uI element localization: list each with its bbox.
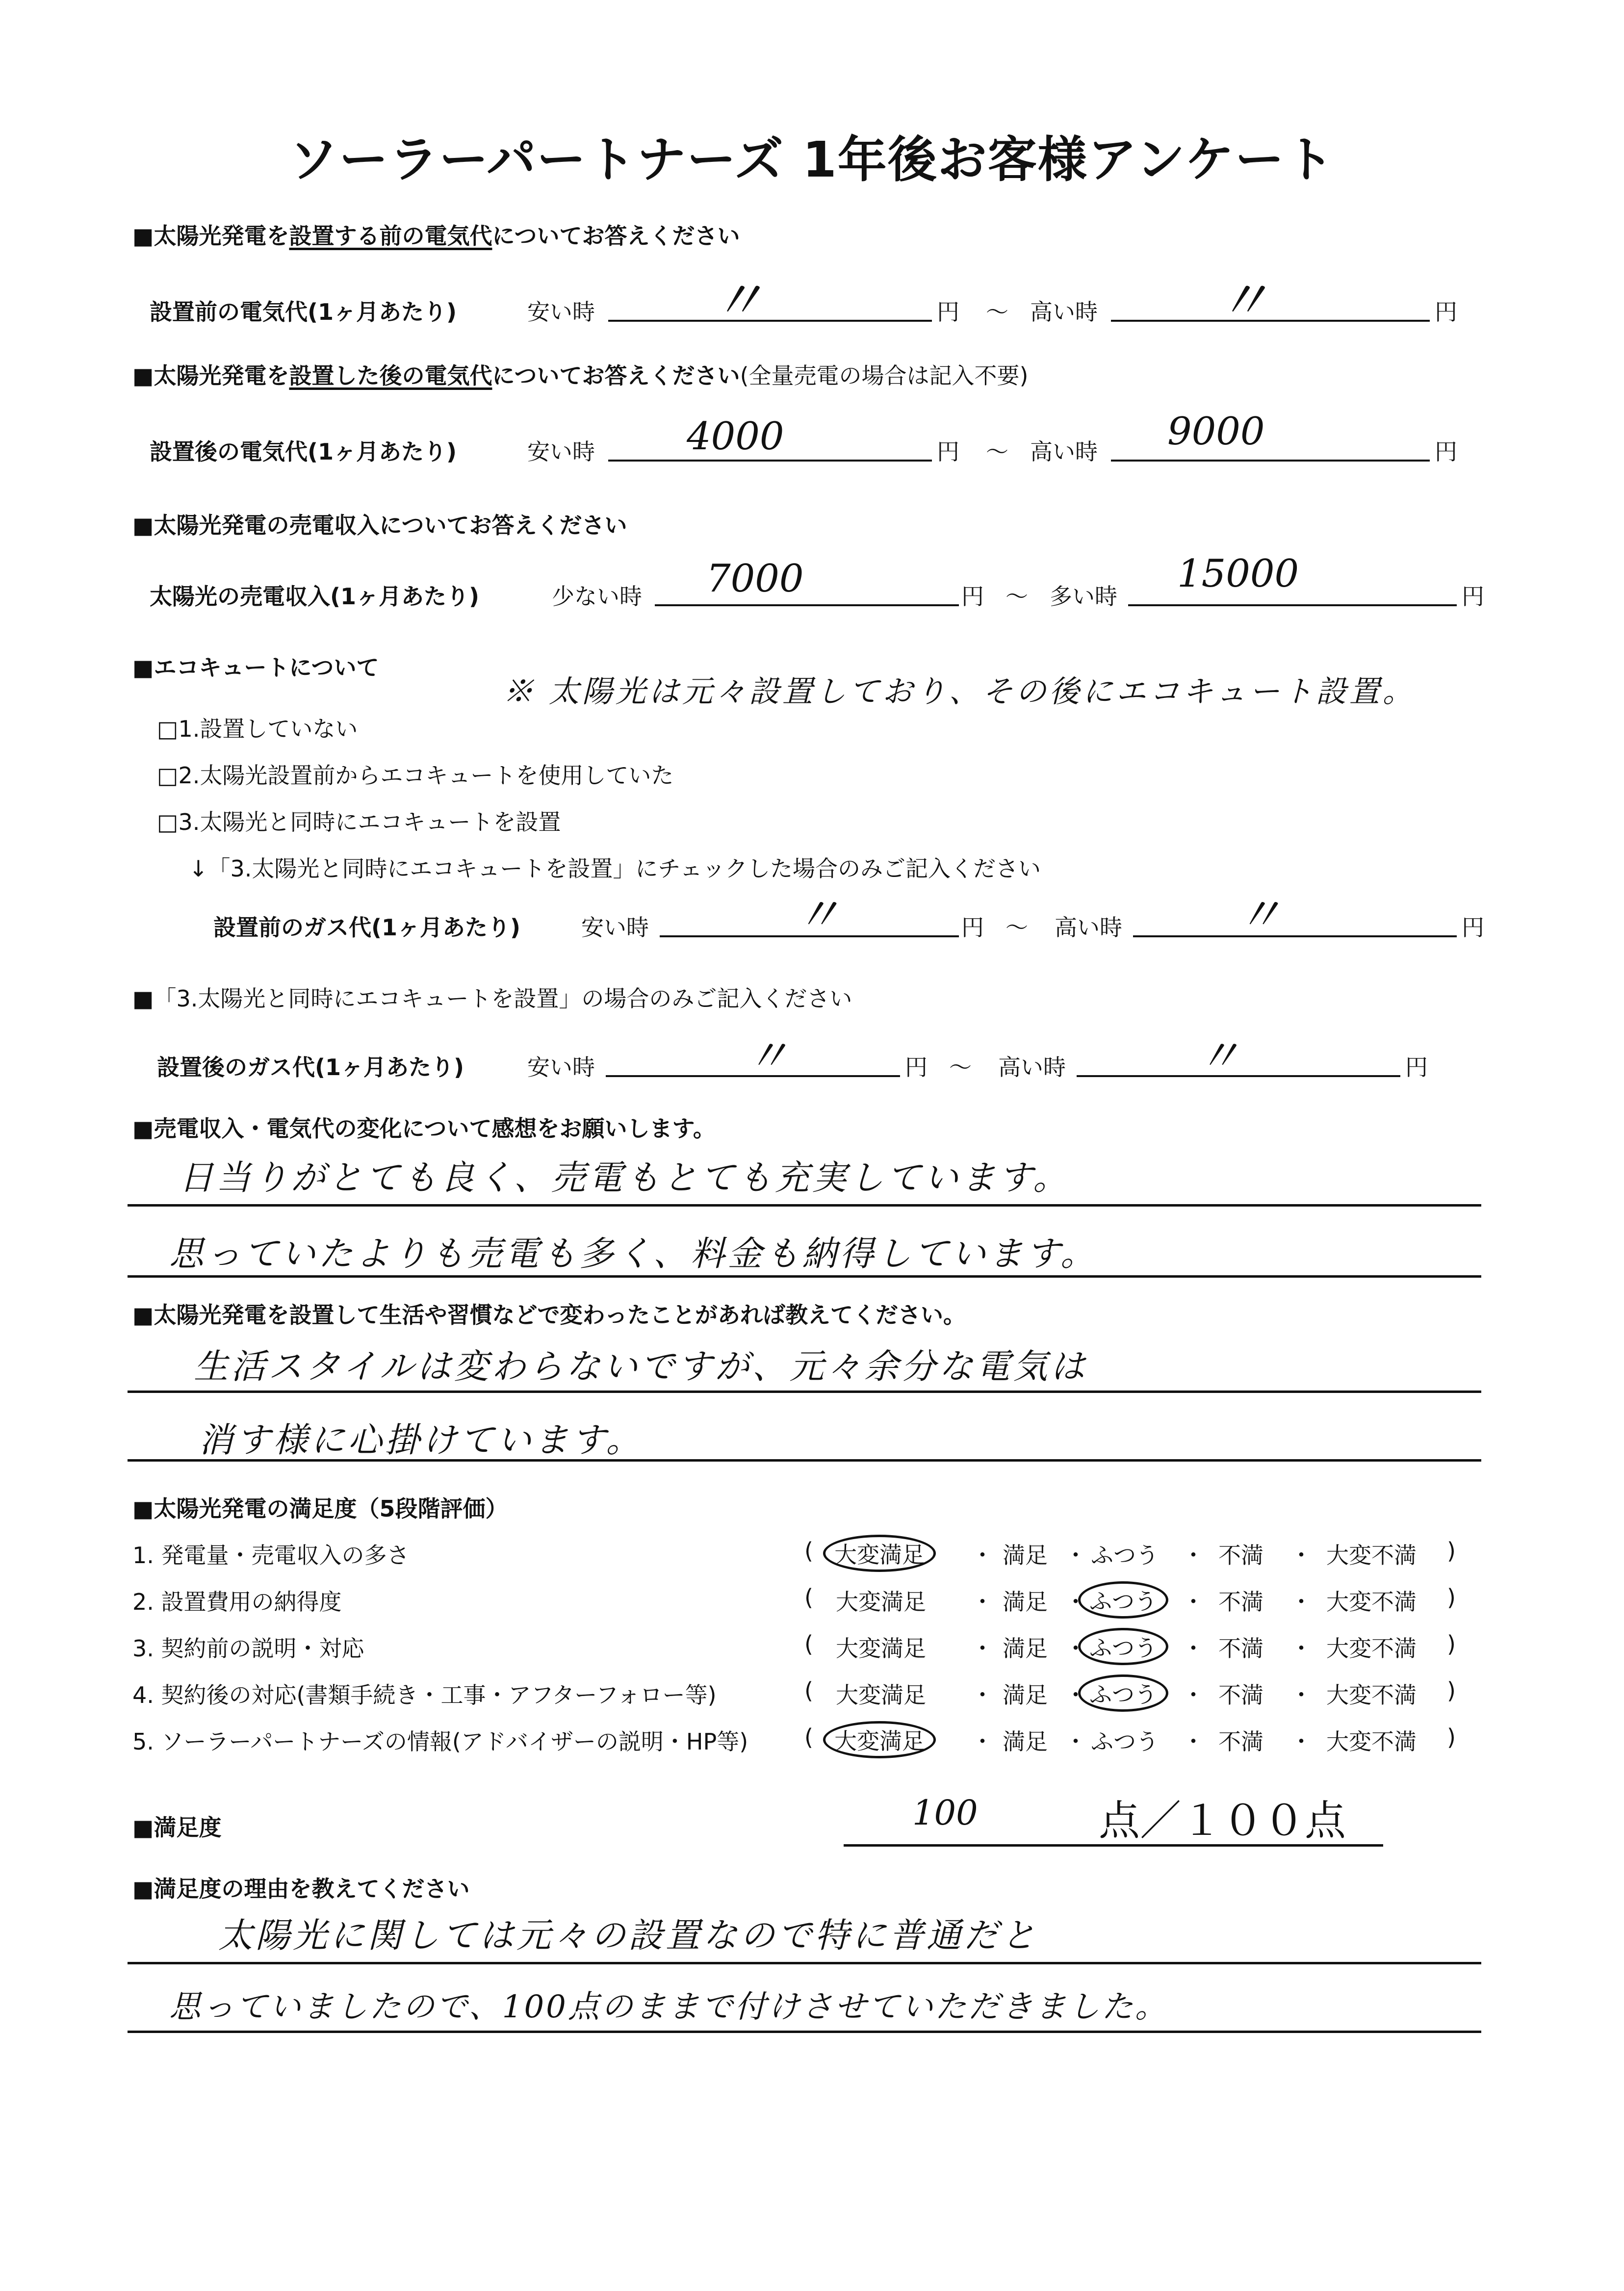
sales-income-high-value: 15000 — [1177, 552, 1299, 596]
ecocute-option-2: □2.太陽光設置前からエコキュートを使用していた — [157, 762, 674, 789]
satisfaction-heading: ■太陽光発電の満足度（5段階評価） — [132, 1495, 508, 1522]
page-title: ソーラーパートナーズ 1年後お客様アンケート — [289, 131, 1335, 188]
gas-after-high-label: 高い時 — [998, 1054, 1066, 1081]
before-bill-high-line — [1111, 320, 1430, 322]
rating-choice-text: ふつう — [1091, 1542, 1159, 1569]
yen-label: 円 — [1435, 299, 1457, 325]
answer-line — [128, 1204, 1481, 1207]
rating-choice — [1001, 1677, 1050, 1710]
reason-line-2: 思っていましたので、100点のままで付けさせていただきました。 — [169, 1989, 1168, 2025]
paren-open: ( — [804, 1538, 813, 1564]
after-bill-high-label: 高い時 — [1030, 438, 1098, 465]
paren-open: ( — [804, 1584, 813, 1611]
rating-choice-text: 満足 — [1003, 1589, 1048, 1615]
sales-income-label: 太陽光の売電収入(1ヶ月あたり) — [150, 583, 480, 610]
tilde: 〜 — [1005, 583, 1028, 610]
rating-choice-text: 大変不満 — [1326, 1635, 1417, 1662]
rating-separator: ・ — [1064, 1728, 1087, 1755]
rating-choice-text: 満足 — [1003, 1542, 1048, 1569]
impressions-line-2: 思っていたよりも売電も多く、料金も納得しています。 — [169, 1234, 1098, 1274]
reason-line-1: 太陽光に関しては元々の設置なので特に普通だと — [218, 1915, 1038, 1956]
rating-separator: ・ — [1064, 1589, 1087, 1615]
rating-choice — [834, 1538, 925, 1569]
yen-label: 円 — [1462, 583, 1484, 610]
rating-choice — [1216, 1677, 1265, 1710]
rating-separator: ・ — [1064, 1635, 1087, 1662]
gas-after-label: 設置後のガス代(1ヶ月あたり) — [157, 1054, 464, 1081]
after-bill-high-line — [1111, 460, 1430, 462]
paren-open: ( — [804, 1677, 813, 1704]
rating-choice-text: 大変満足 — [836, 1635, 926, 1662]
rating-choice — [1216, 1631, 1265, 1663]
reason-heading: ■満足度の理由を教えてください — [132, 1876, 470, 1902]
gas-before-label: 設置前のガス代(1ヶ月あたり) — [213, 914, 521, 941]
gas-after-low-label: 安い時 — [527, 1054, 595, 1081]
lifestyle-heading: ■太陽光発電を設置して生活や習慣などで変わったことがあれば教えてください。 — [132, 1302, 966, 1328]
after-bill-label: 設置後の電気代(1ヶ月あたり) — [150, 438, 457, 465]
rating-separator: ・ — [1290, 1589, 1313, 1615]
rating-choice-text: 大変満足 — [836, 1589, 926, 1615]
gas-after-high-value: 〃 — [1197, 1030, 1241, 1082]
rating-choice — [1089, 1677, 1158, 1709]
rating-choice-selected: 大変満足 — [823, 1721, 936, 1758]
answer-line — [128, 1390, 1481, 1393]
paren-close: ) — [1447, 1724, 1456, 1750]
gas-before-low-label: 安い時 — [581, 914, 649, 941]
rating-choice — [1089, 1724, 1160, 1756]
rating-choice — [1001, 1631, 1050, 1663]
paren-close: ) — [1447, 1631, 1456, 1657]
rating-choice — [1216, 1538, 1265, 1570]
rating-choice — [834, 1677, 928, 1710]
tilde: 〜 — [949, 1054, 972, 1081]
before-bill-low-label: 安い時 — [527, 299, 595, 325]
score-suffix: 点／１００点 — [1099, 1797, 1346, 1845]
rating-choice-text: 大変不満 — [1326, 1542, 1417, 1569]
rating-choice-text: 不満 — [1218, 1728, 1263, 1755]
after-bill-high-value: 9000 — [1167, 410, 1265, 454]
gas-before-low-value: 〃 — [795, 888, 842, 942]
before-bill-low-value: 〃 — [711, 269, 765, 332]
paren-close: ) — [1447, 1538, 1456, 1564]
rating-choice-selected: 大変満足 — [823, 1535, 936, 1572]
sales-income-low-label: 少ない時 — [552, 583, 642, 610]
rating-separator: ・ — [1182, 1635, 1205, 1662]
rating-separator: ・ — [971, 1542, 994, 1569]
paren-open: ( — [804, 1631, 813, 1657]
impressions-line-1: 日当りがとても良く、売電もとても充実しています。 — [179, 1158, 1070, 1198]
rating-choice — [1089, 1584, 1158, 1616]
rating-choice-text: 満足 — [1003, 1635, 1048, 1662]
rating-choice — [1216, 1724, 1265, 1756]
yen-label: 円 — [937, 299, 959, 325]
tilde: 〜 — [986, 438, 1008, 465]
rating-choice-text: 大変不満 — [1326, 1589, 1417, 1615]
rating-separator: ・ — [971, 1728, 994, 1755]
sales-income-low-value: 7000 — [706, 557, 804, 601]
after-bill-low-value: 4000 — [687, 414, 784, 459]
rating-choice — [1324, 1538, 1418, 1570]
paren-open: ( — [804, 1724, 813, 1750]
yen-label: 円 — [1462, 914, 1484, 941]
after-bill-heading: ■太陽光発電を設置した後の電気代についてお答えください(全量売電の場合は記入不要) — [132, 362, 1029, 389]
score-heading: ■満足度 — [132, 1814, 222, 1841]
yen-label: 円 — [1405, 1054, 1428, 1081]
rating-separator: ・ — [1290, 1542, 1313, 1569]
rating-separator: ・ — [1182, 1682, 1205, 1708]
rating-choice — [1089, 1538, 1160, 1570]
paren-close: ) — [1447, 1677, 1456, 1704]
before-bill-label: 設置前の電気代(1ヶ月あたり) — [150, 299, 457, 325]
rating-choice-selected: ふつう — [1078, 1628, 1168, 1665]
rating-choice — [834, 1724, 925, 1755]
score-value: 100 — [912, 1793, 978, 1833]
rating-choice — [834, 1631, 928, 1663]
gas-after-heading: ■「3.太陽光と同時にエコキュートを設置」の場合のみご記入ください — [132, 985, 852, 1012]
rating-choice — [1324, 1677, 1418, 1710]
yen-label: 円 — [961, 914, 984, 941]
lifestyle-line-1: 生活スタイルは変わらないですが、元々余分な電気は — [194, 1346, 1088, 1387]
gas-before-high-label: 高い時 — [1055, 914, 1122, 941]
rating-separator: ・ — [1290, 1682, 1313, 1708]
satisfaction-item-label: 4. 契約後の対応(書類手続き・工事・アフターフォロー等) — [132, 1682, 717, 1708]
yen-label: 円 — [1435, 438, 1457, 465]
rating-choice-selected: ふつう — [1078, 1674, 1168, 1712]
sales-income-high-label: 多い時 — [1050, 583, 1117, 610]
ecocute-heading: ■エコキュートについて — [132, 654, 379, 681]
rating-choice-text: 不満 — [1218, 1542, 1263, 1569]
rating-choice — [1001, 1538, 1050, 1570]
rating-choice — [1324, 1584, 1418, 1617]
answer-line — [128, 1459, 1481, 1462]
ecocute-option-3: □3.太陽光と同時にエコキュートを設置 — [157, 809, 561, 835]
rating-separator: ・ — [1290, 1635, 1313, 1662]
rating-choice — [1001, 1724, 1050, 1756]
rating-separator: ・ — [1182, 1542, 1205, 1569]
rating-choice-selected: ふつう — [1078, 1581, 1168, 1619]
tilde: 〜 — [986, 299, 1008, 325]
rating-choice — [1001, 1584, 1050, 1617]
ecocute-arrow-note: ↓「3.太陽光と同時にエコキュートを設置」にチェックした場合のみご記入ください — [189, 855, 1041, 882]
sales-income-heading: ■太陽光発電の売電収入についてお答えください — [132, 512, 627, 539]
tilde: 〜 — [1005, 914, 1028, 941]
rating-choice-text: 満足 — [1003, 1728, 1048, 1755]
rating-choice-text: 大変不満 — [1326, 1728, 1417, 1755]
score-underline — [844, 1844, 1383, 1847]
before-bill-heading: ■太陽光発電を設置する前の電気代についてお答えください — [132, 223, 740, 249]
yen-label: 円 — [961, 583, 984, 610]
after-bill-low-label: 安い時 — [527, 438, 595, 465]
gas-after-low-value: 〃 — [746, 1030, 790, 1082]
after-bill-low-line — [608, 460, 932, 462]
yen-label: 円 — [937, 438, 959, 465]
rating-separator: ・ — [971, 1635, 994, 1662]
answer-line — [128, 1275, 1481, 1278]
rating-separator: ・ — [971, 1589, 994, 1615]
sales-income-low-line — [655, 604, 959, 606]
rating-separator: ・ — [971, 1682, 994, 1708]
rating-separator: ・ — [1064, 1542, 1087, 1569]
rating-choice-text: 大変満足 — [836, 1682, 926, 1708]
satisfaction-item-label: 1. 発電量・売電収入の多さ — [132, 1542, 410, 1569]
rating-choice — [1324, 1724, 1418, 1756]
satisfaction-item-label: 5. ソーラーパートナーズの情報(アドバイザーの説明・HP等) — [132, 1728, 748, 1755]
gas-before-high-value: 〃 — [1236, 888, 1283, 942]
paren-close: ) — [1447, 1584, 1456, 1611]
before-bill-low-line — [608, 320, 932, 322]
rating-choice — [1089, 1631, 1158, 1662]
before-bill-high-label: 高い時 — [1030, 299, 1098, 325]
lifestyle-line-2: 消す様に心掛けています。 — [199, 1420, 644, 1460]
yen-label: 円 — [905, 1054, 928, 1081]
rating-choice — [1216, 1584, 1265, 1617]
impressions-heading: ■売電収入・電気代の変化について感想をお願いします。 — [132, 1115, 716, 1142]
ecocute-handwritten-note: ※ 太陽光は元々設置しており、その後にエコキュート設置。 — [503, 673, 1416, 709]
answer-line — [128, 1962, 1481, 1964]
rating-separator: ・ — [1290, 1728, 1313, 1755]
answer-line — [128, 2031, 1481, 2033]
before-bill-high-value: 〃 — [1216, 269, 1270, 332]
rating-choice-text: ふつう — [1091, 1728, 1159, 1755]
rating-choice-text: 不満 — [1218, 1682, 1263, 1708]
satisfaction-item-label: 3. 契約前の説明・対応 — [132, 1635, 364, 1662]
rating-separator: ・ — [1182, 1728, 1205, 1755]
gas-before-high-line — [1133, 935, 1457, 937]
rating-choice — [834, 1584, 928, 1617]
rating-choice-text: 大変不満 — [1326, 1682, 1417, 1708]
ecocute-option-1: □1.設置していない — [157, 716, 358, 742]
rating-separator: ・ — [1182, 1589, 1205, 1615]
rating-separator: ・ — [1064, 1682, 1087, 1708]
satisfaction-item-label: 2. 設置費用の納得度 — [132, 1589, 342, 1615]
rating-choice-text: 満足 — [1003, 1682, 1048, 1708]
rating-choice-text: 不満 — [1218, 1635, 1263, 1662]
rating-choice-text: 不満 — [1218, 1589, 1263, 1615]
sales-income-high-line — [1128, 604, 1457, 606]
rating-choice — [1324, 1631, 1418, 1663]
